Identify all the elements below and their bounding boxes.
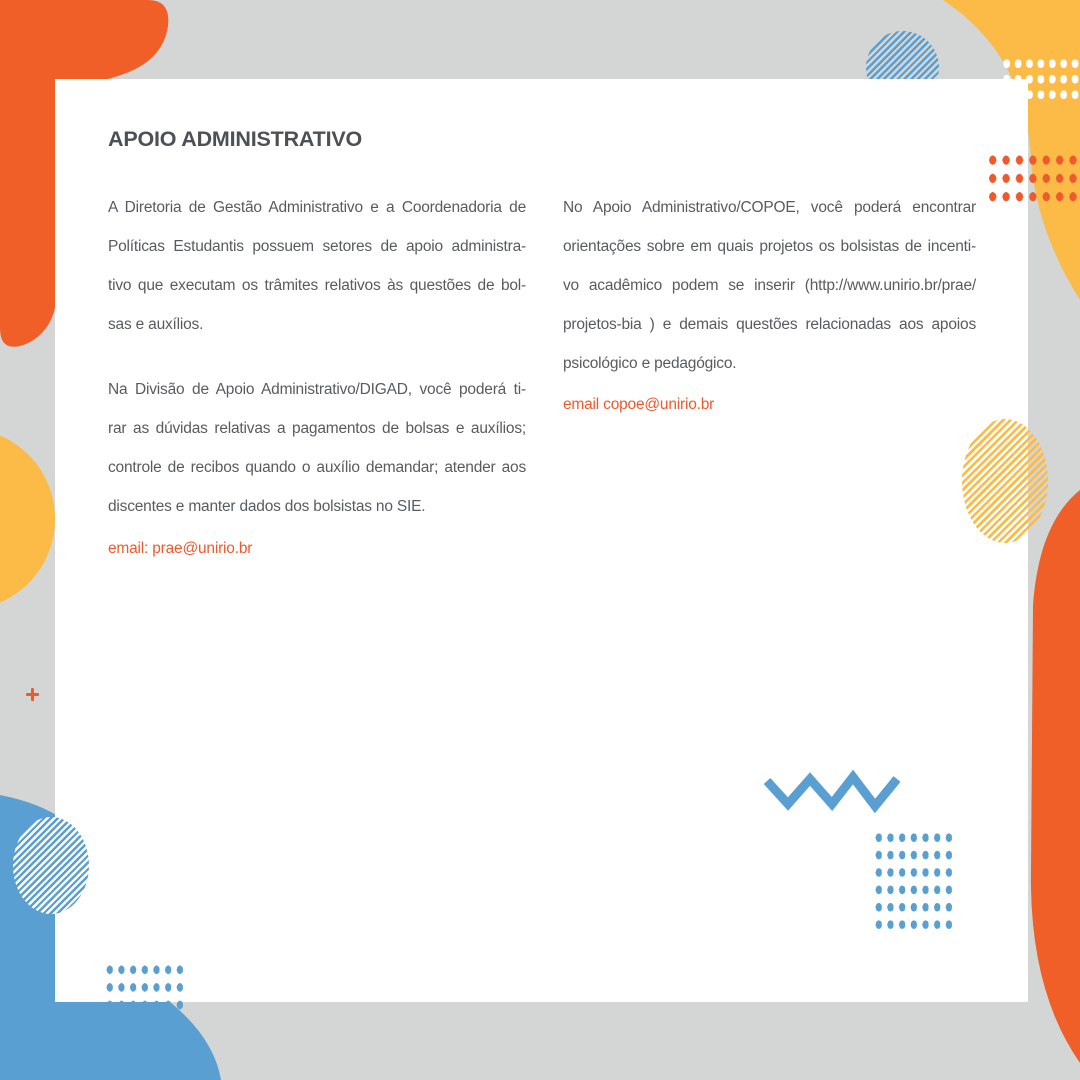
- text-line: vo acadêmico podem se inserir (http://www.unirio.br/prae/: [563, 277, 976, 294]
- text-line: controle de recibos quando o auxílio demandar; atender aos: [108, 459, 526, 476]
- page-title: APOIO ADMINISTRATIVO: [108, 127, 363, 151]
- email-prae: email: prae@unirio.br: [108, 540, 253, 557]
- text-line: orientações sobre em quais projetos os bolsistas de incenti-: [563, 238, 976, 255]
- plus-icon: [26, 688, 39, 701]
- text-line: Políticas Estudantis possuem setores de apoio administra-: [108, 238, 526, 255]
- email-copoe: email copoe@unirio.br: [563, 396, 715, 413]
- text-line: sas e auxílios.: [108, 316, 204, 333]
- text-line: tivo que executam os trâmites relativos às questões de bol-: [108, 277, 526, 294]
- text-line: psicológico e pedagógico.: [563, 355, 737, 372]
- text-line: projetos-bia ) e demais questões relacionadas aos apoios: [563, 316, 976, 333]
- text-line: A Diretoria de Gestão Administrativo e a Coordenadoria de: [108, 199, 526, 216]
- text-line: Na Divisão de Apoio Administrativo/DIGAD, você poderá ti-: [108, 381, 526, 398]
- text-line: rar as dúvidas relativas a pagamentos de bolsas e auxílios;: [108, 420, 526, 437]
- text-line: discentes e manter dados dos bolsistas no SIE.: [108, 498, 426, 515]
- text-line: No Apoio Administrativo/COPOE, você poderá encontrar: [563, 199, 976, 216]
